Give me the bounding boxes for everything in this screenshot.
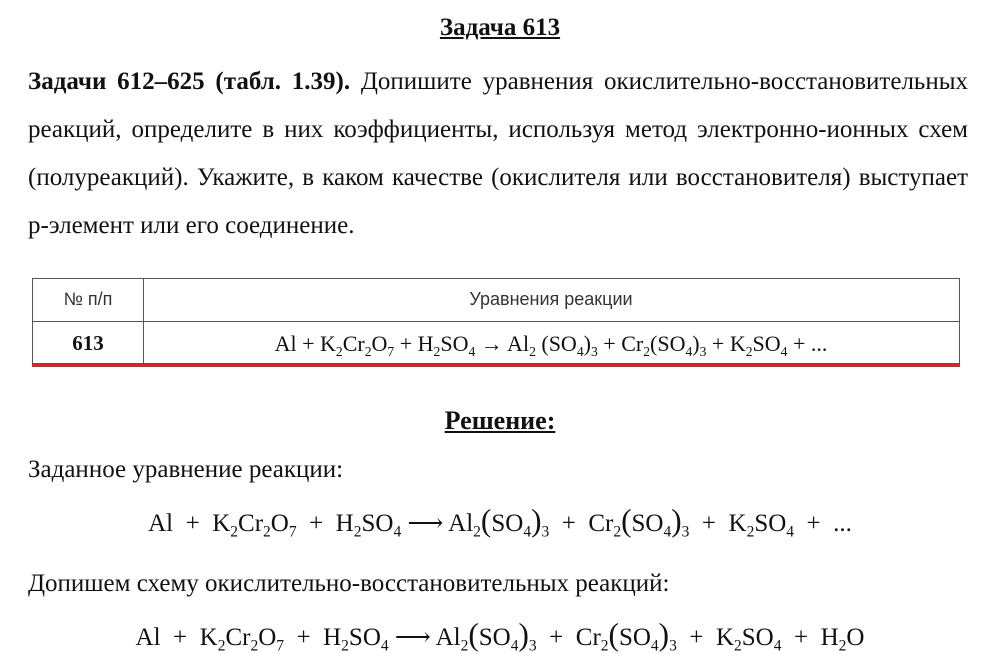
given-label: Заданное уравнение реакции: (28, 456, 344, 483)
header-equation: Уравнения реакции (469, 289, 633, 309)
completed-equation: $Al + K_2Cr_2O_7 + H_2SO_4$ ⟶ $Al_2(SO_4)_3 + Cr_2(SO_4)_3 + K_2SO_4 + H_2O$ (135, 617, 865, 654)
problem-text: Допишите уравнения окислительно-восстановительных реакций, определите в них коэффициенты, используя метод электронно-ионных схем (полуреакций). Укажите, в каком качестве (окислителя или восстановителя) выступает p-элемент или его соединение. (28, 68, 968, 239)
cell-number: 613 (72, 331, 104, 355)
highlight-line (32, 364, 960, 367)
table-row-divider (33, 321, 959, 322)
complete-label: Допишем схему окислительно-восстановительных реакций: (28, 570, 670, 597)
header-number: № п/п (63, 289, 113, 309)
given-equation: $Al + K_2Cr_2O_7 + H_2SO_4$ ⟶ $Al_2(SO_4)_3 + Cr_2(SO_4)_3 + K_2SO_4$ + ... (148, 503, 852, 541)
problem-statement (28, 58, 968, 250)
cell-equation: $Al + K_2Cr_2O_7 + H_2SO_4 \to Al_2$ $(SO_4)_3 + Cr_2(SO_4)_3 + K_2SO_4$ + ... (274, 331, 828, 359)
page-title: Задача 613 (439, 14, 561, 41)
solution-heading: Решение: (444, 406, 556, 435)
reaction-table (32, 278, 960, 364)
problem-range: Задачи 612–625 (табл. 1.39). (28, 68, 351, 95)
